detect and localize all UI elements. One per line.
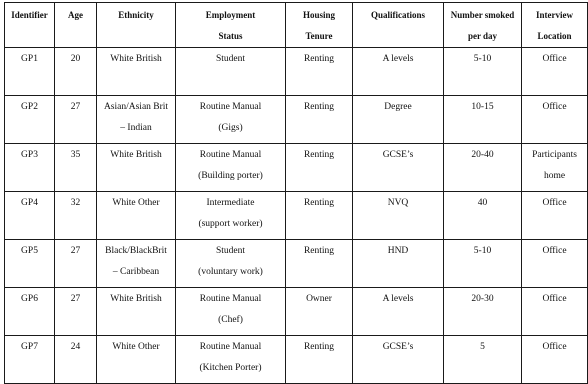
cell-line: Student [215, 246, 246, 256]
cell-value: 40 [477, 198, 488, 208]
cell-value: NVQ [387, 198, 409, 208]
header-qualifications [353, 3, 444, 48]
cell-employment-status [176, 96, 286, 144]
cell-value: GP2 [21, 102, 38, 112]
cell-value: 35 [70, 150, 81, 160]
cell-qualifications [353, 192, 444, 240]
cell-line: Office [542, 198, 567, 208]
cell-line: (Building porter) [198, 171, 263, 181]
cell-qualifications [353, 336, 444, 384]
cell-interview-location [522, 192, 588, 240]
cell-value: GP5 [21, 246, 38, 256]
cell-interview-location [522, 144, 588, 192]
cell-ethnicity [97, 192, 176, 240]
cell-value: GP4 [21, 198, 38, 208]
cell-ethnicity [97, 336, 176, 384]
cell-line: Office [542, 294, 567, 304]
cell-value: HND [387, 246, 409, 256]
cell-line: White British [110, 54, 162, 64]
cell-ethnicity [97, 48, 176, 96]
cell-line: Office [542, 54, 567, 64]
cell-line: White Other [112, 342, 160, 352]
cell-value: Renting [303, 150, 335, 160]
header-age [55, 3, 97, 48]
cell-line: Office [542, 102, 567, 112]
cell-number-smoked [444, 144, 522, 192]
cell-line: Intermediate [206, 198, 255, 208]
header-line: Location [537, 31, 572, 41]
cell-number-smoked [444, 48, 522, 96]
cell-identifier [5, 48, 55, 96]
table-row [5, 96, 588, 144]
cell-value: 32 [70, 198, 81, 208]
header-line: Interview [536, 10, 573, 20]
cell-interview-location [522, 48, 588, 96]
cell-identifier [5, 96, 55, 144]
cell-value: A levels [382, 54, 414, 64]
cell-age [55, 336, 97, 384]
cell-qualifications [353, 144, 444, 192]
cell-housing-tenure [286, 240, 353, 288]
cell-line: (voluntary work) [198, 267, 263, 277]
cell-identifier [5, 144, 55, 192]
cell-line: White British [110, 150, 162, 160]
cell-value: GP7 [21, 342, 38, 352]
cell-value: 5-10 [473, 54, 492, 64]
header-line: Housing [302, 10, 335, 20]
cell-value: 20 [70, 54, 81, 64]
cell-number-smoked [444, 288, 522, 336]
cell-line: Student [215, 54, 246, 64]
header-housing-tenure [286, 3, 353, 48]
header-line: Qualifications [370, 10, 425, 20]
cell-identifier [5, 192, 55, 240]
table-row [5, 48, 588, 96]
cell-line: Participants [532, 150, 577, 160]
table-body [5, 48, 588, 384]
cell-line: Office [542, 246, 567, 256]
header-ethnicity [97, 3, 176, 48]
header-line: Status [218, 31, 243, 41]
cell-ethnicity [97, 288, 176, 336]
cell-line: – Indian [120, 123, 152, 133]
cell-line: (Kitchen Porter) [199, 363, 262, 373]
cell-value: Renting [303, 198, 335, 208]
table-row [5, 336, 588, 384]
cell-employment-status [176, 336, 286, 384]
cell-number-smoked [444, 240, 522, 288]
cell-line: home [543, 171, 566, 181]
cell-qualifications [353, 288, 444, 336]
cell-number-smoked [444, 96, 522, 144]
cell-value: Renting [303, 54, 335, 64]
cell-value: Renting [303, 342, 335, 352]
cell-housing-tenure [286, 144, 353, 192]
cell-housing-tenure [286, 96, 353, 144]
cell-value: Renting [303, 102, 335, 112]
cell-line: (support worker) [198, 219, 263, 229]
cell-line: Routine Manual [199, 342, 262, 352]
cell-value: Owner [306, 294, 332, 304]
cell-ethnicity [97, 240, 176, 288]
cell-value: 5-10 [473, 246, 492, 256]
cell-age [55, 240, 97, 288]
cell-number-smoked [444, 192, 522, 240]
cell-value: GP6 [21, 294, 38, 304]
cell-number-smoked [444, 336, 522, 384]
cell-ethnicity [97, 144, 176, 192]
cell-value: GCSE’s [382, 150, 414, 160]
cell-housing-tenure [286, 48, 353, 96]
header-number-smoked [444, 3, 522, 48]
header-line: Number smoked [450, 10, 515, 20]
header-employment-status [176, 3, 286, 48]
cell-value: A levels [382, 294, 414, 304]
cell-age [55, 288, 97, 336]
cell-age [55, 48, 97, 96]
cell-line: Asian/Asian Brit [103, 102, 169, 112]
cell-housing-tenure [286, 192, 353, 240]
cell-line: (Gigs) [218, 123, 243, 133]
cell-age [55, 192, 97, 240]
cell-value: 27 [70, 102, 81, 112]
cell-line: – Caribbean [112, 267, 160, 277]
cell-ethnicity [97, 96, 176, 144]
cell-value: Renting [303, 246, 335, 256]
cell-line: White British [110, 294, 162, 304]
cell-value: 5 [480, 342, 485, 352]
table-row [5, 240, 588, 288]
header-identifier [5, 3, 55, 48]
cell-age [55, 96, 97, 144]
cell-line: Office [542, 342, 567, 352]
cell-employment-status [176, 240, 286, 288]
cell-line: (Chef) [218, 315, 243, 325]
cell-employment-status [176, 144, 286, 192]
cell-value: GCSE’s [382, 342, 414, 352]
cell-qualifications [353, 240, 444, 288]
cell-line: White Other [112, 198, 160, 208]
header-line: Age [68, 10, 83, 20]
cell-line: Routine Manual [199, 294, 262, 304]
cell-employment-status [176, 288, 286, 336]
header-row [5, 3, 588, 48]
header-line: Tenure [305, 31, 333, 41]
table-row [5, 288, 588, 336]
cell-interview-location [522, 336, 588, 384]
cell-value: GP1 [21, 54, 38, 64]
table-row [5, 144, 588, 192]
header-line: Employment [205, 10, 256, 20]
cell-value: 27 [70, 294, 81, 304]
cell-employment-status [176, 192, 286, 240]
cell-value: 24 [70, 342, 81, 352]
cell-interview-location [522, 288, 588, 336]
participant-table [4, 2, 588, 384]
cell-identifier [5, 336, 55, 384]
cell-value: 27 [70, 246, 81, 256]
cell-qualifications [353, 48, 444, 96]
cell-line: Black/BlackBrit [105, 246, 167, 256]
cell-age [55, 144, 97, 192]
cell-value: Degree [384, 102, 412, 112]
cell-housing-tenure [286, 288, 353, 336]
cell-interview-location [522, 240, 588, 288]
cell-value: 20-40 [471, 150, 494, 160]
cell-identifier [5, 240, 55, 288]
cell-qualifications [353, 96, 444, 144]
cell-line: Routine Manual [199, 150, 262, 160]
cell-value: GP3 [21, 150, 38, 160]
header-line: Identifier [11, 10, 48, 20]
cell-value: 20-30 [471, 294, 494, 304]
cell-interview-location [522, 96, 588, 144]
table-row [5, 192, 588, 240]
header-line: Ethnicity [118, 10, 154, 20]
cell-value: 10-15 [471, 102, 494, 112]
cell-employment-status [176, 48, 286, 96]
header-line: per day [467, 31, 498, 41]
cell-housing-tenure [286, 336, 353, 384]
header-interview-location [522, 3, 588, 48]
cell-identifier [5, 288, 55, 336]
cell-line: Routine Manual [199, 102, 262, 112]
